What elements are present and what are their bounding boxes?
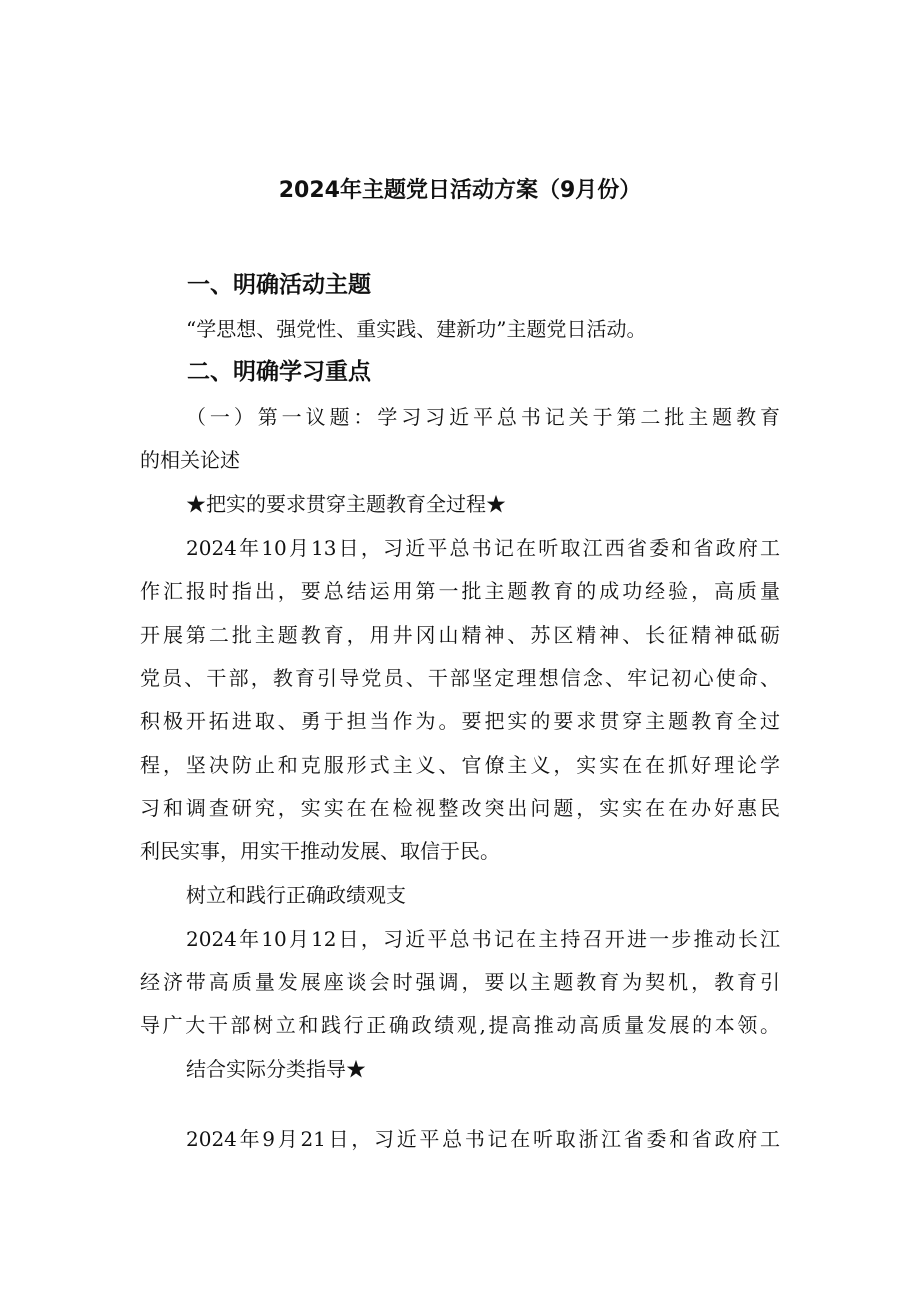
paragraph-line: 2024年10月12日，习近平总书记在主持召开进一步推动长江 <box>186 927 780 951</box>
section-heading-theme: 一、明确活动主题 <box>187 272 371 298</box>
paragraph-line: 2024年10月13日，习近平总书记在听取江西省委和省政府工 <box>186 536 780 560</box>
subheading-performance-view: 树立和践行正确政绩观支 <box>186 883 406 907</box>
document-title: 2024年主题党日活动方案（9月份） <box>278 178 642 203</box>
paragraph-line: 积极开拓进取、勇于担当作为。要把实的要求贯穿主题教育全过 <box>140 709 780 733</box>
theme-text: “学思想、强党性、重实践、建新功”主题党日活动。 <box>186 317 647 341</box>
paragraph-line: 经济带高质量发展座谈会时强调，要以主题教育为契机，教育引 <box>140 970 780 994</box>
section-heading-study-focus: 二、明确学习重点 <box>187 359 371 385</box>
paragraph-line: 程，坚决防止和克服形式主义、官僚主义，实实在在抓好理论学 <box>140 753 780 777</box>
paragraph-line: 利民实事，用实干推动发展、取信于民。 <box>140 839 500 863</box>
subheading-practical-requirements: ★把实的要求贯穿主题教育全过程★ <box>186 492 506 516</box>
topic-line: 的相关论述 <box>140 448 240 472</box>
paragraph-line: 2024年9月21日，习近平总书记在听取浙江省委和省政府工 <box>186 1127 780 1151</box>
paragraph-line: 导广大干部树立和践行正确政绩观,提高推动高质量发展的本领。 <box>140 1013 780 1037</box>
paragraph-line: 党员、干部，教育引导党员、干部坚定理想信念、牢记初心使命、 <box>140 666 780 690</box>
paragraph-line: 开展第二批主题教育，用井冈山精神、苏区精神、长征精神砥砺 <box>140 623 780 647</box>
topic-line: （一）第一议题：学习习近平总书记关于第二批主题教育 <box>186 405 780 429</box>
subheading-classified-guidance: 结合实际分类指导★ <box>186 1057 366 1081</box>
paragraph-line: 习和调查研究，实实在在检视整改突出问题，实实在在办好惠民 <box>140 796 780 820</box>
paragraph-line: 作汇报时指出，要总结运用第一批主题教育的成功经验，高质量 <box>140 579 780 603</box>
